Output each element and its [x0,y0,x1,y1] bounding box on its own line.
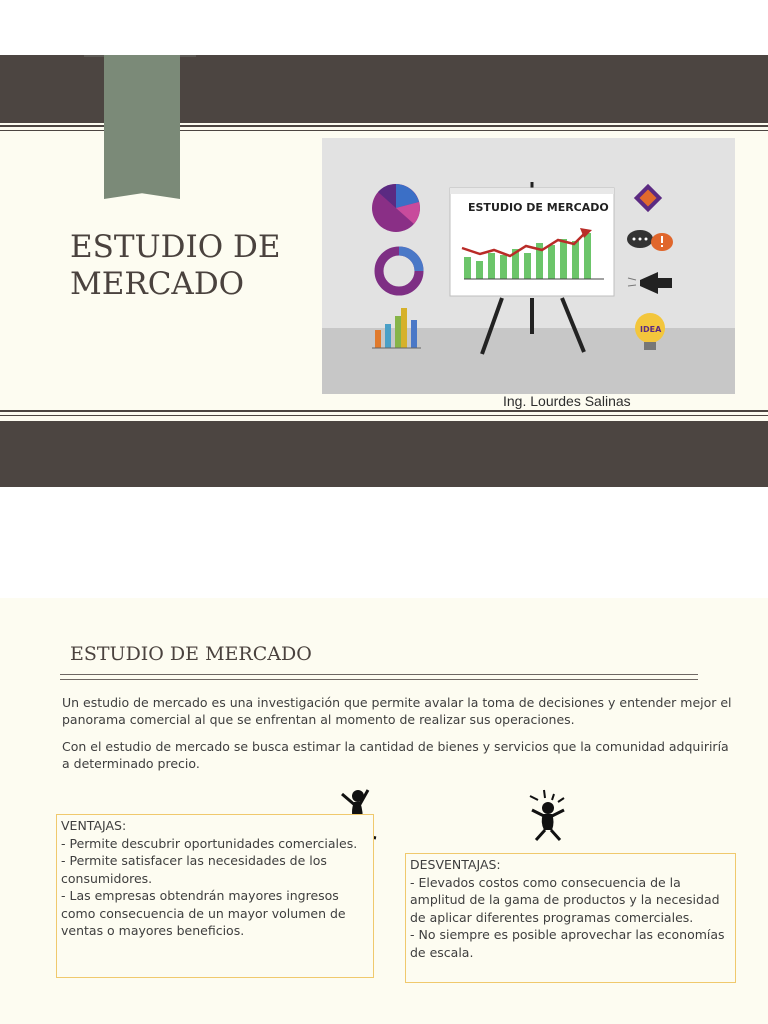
bottom-band [0,421,768,487]
board-bar [572,241,579,279]
title-line: MERCADO [70,266,245,302]
author-name: Ing. Lourdes Salinas [503,393,631,409]
ventajas-box [56,814,374,978]
idea-label: IDEA [640,325,662,334]
frustrated-figure-icon [524,788,572,844]
board-bar [464,257,471,279]
board-bar [488,253,495,279]
divider-line [0,415,768,416]
content-slide [0,598,768,1024]
intro-paragraph: Un estudio de mercado es una investigación que permite avalar la toma de decisiones y entender mejor el panorama comercial al que se enfrentan al momento de realizar sus operaciones. [62,695,732,727]
megaphone-icon [628,272,672,294]
board-bar [560,239,567,279]
desventajas-item: - Elevados costos como consecuencia de la amplitud de la gama de productos y la necesidad de aplicar diferentes programas comerciales. [410,874,720,925]
market-study-illustration [322,138,735,394]
ventajas-item: - Las empresas obtendrán mayores ingresos como consecuencia de un mayor volumen de ventas o mayores beneficios. [61,888,346,938]
bookmark-ribbon [104,55,180,199]
title-slide [0,55,768,487]
desventajas-heading: DESVENTAJAS: [410,857,501,872]
ventajas-item: - Permite satisfacer las necesidades de los consumidores. [61,853,327,886]
slide-title [70,229,310,303]
speech-bubbles-icon [627,230,673,251]
board-bar [584,233,591,279]
frustrated-figure-svg [524,788,572,844]
board-bar [524,253,531,279]
board-bar [500,255,507,279]
board-bar [548,245,555,279]
title-underline [60,679,698,680]
title-line: ESTUDIO DE [70,229,281,265]
ventajas-heading: VENTAJAS: [61,818,127,833]
section-title: ESTUDIO DE MERCADO [70,643,312,665]
board-title: ESTUDIO DE MERCADO [468,201,609,214]
pie-chart-icon [372,184,420,232]
floor [322,328,735,394]
puzzle-icon [634,184,662,212]
desventajas-item: - No siempre es posible aprovechar las economías de escala. [410,927,725,960]
title-underline [60,674,698,675]
board-bar [476,261,483,279]
intro-paragraph: Con el estudio de mercado se busca estimar la cantidad de bienes y servicios que la comunidad adquiriría a determinado precio. [62,739,729,771]
desventajas-box [405,853,736,983]
ventajas-item: - Permite descubrir oportunidades comerciales. [61,835,358,851]
donut-chart-icon [379,251,419,291]
divider-line [0,410,768,412]
illustration-svg [322,138,735,394]
